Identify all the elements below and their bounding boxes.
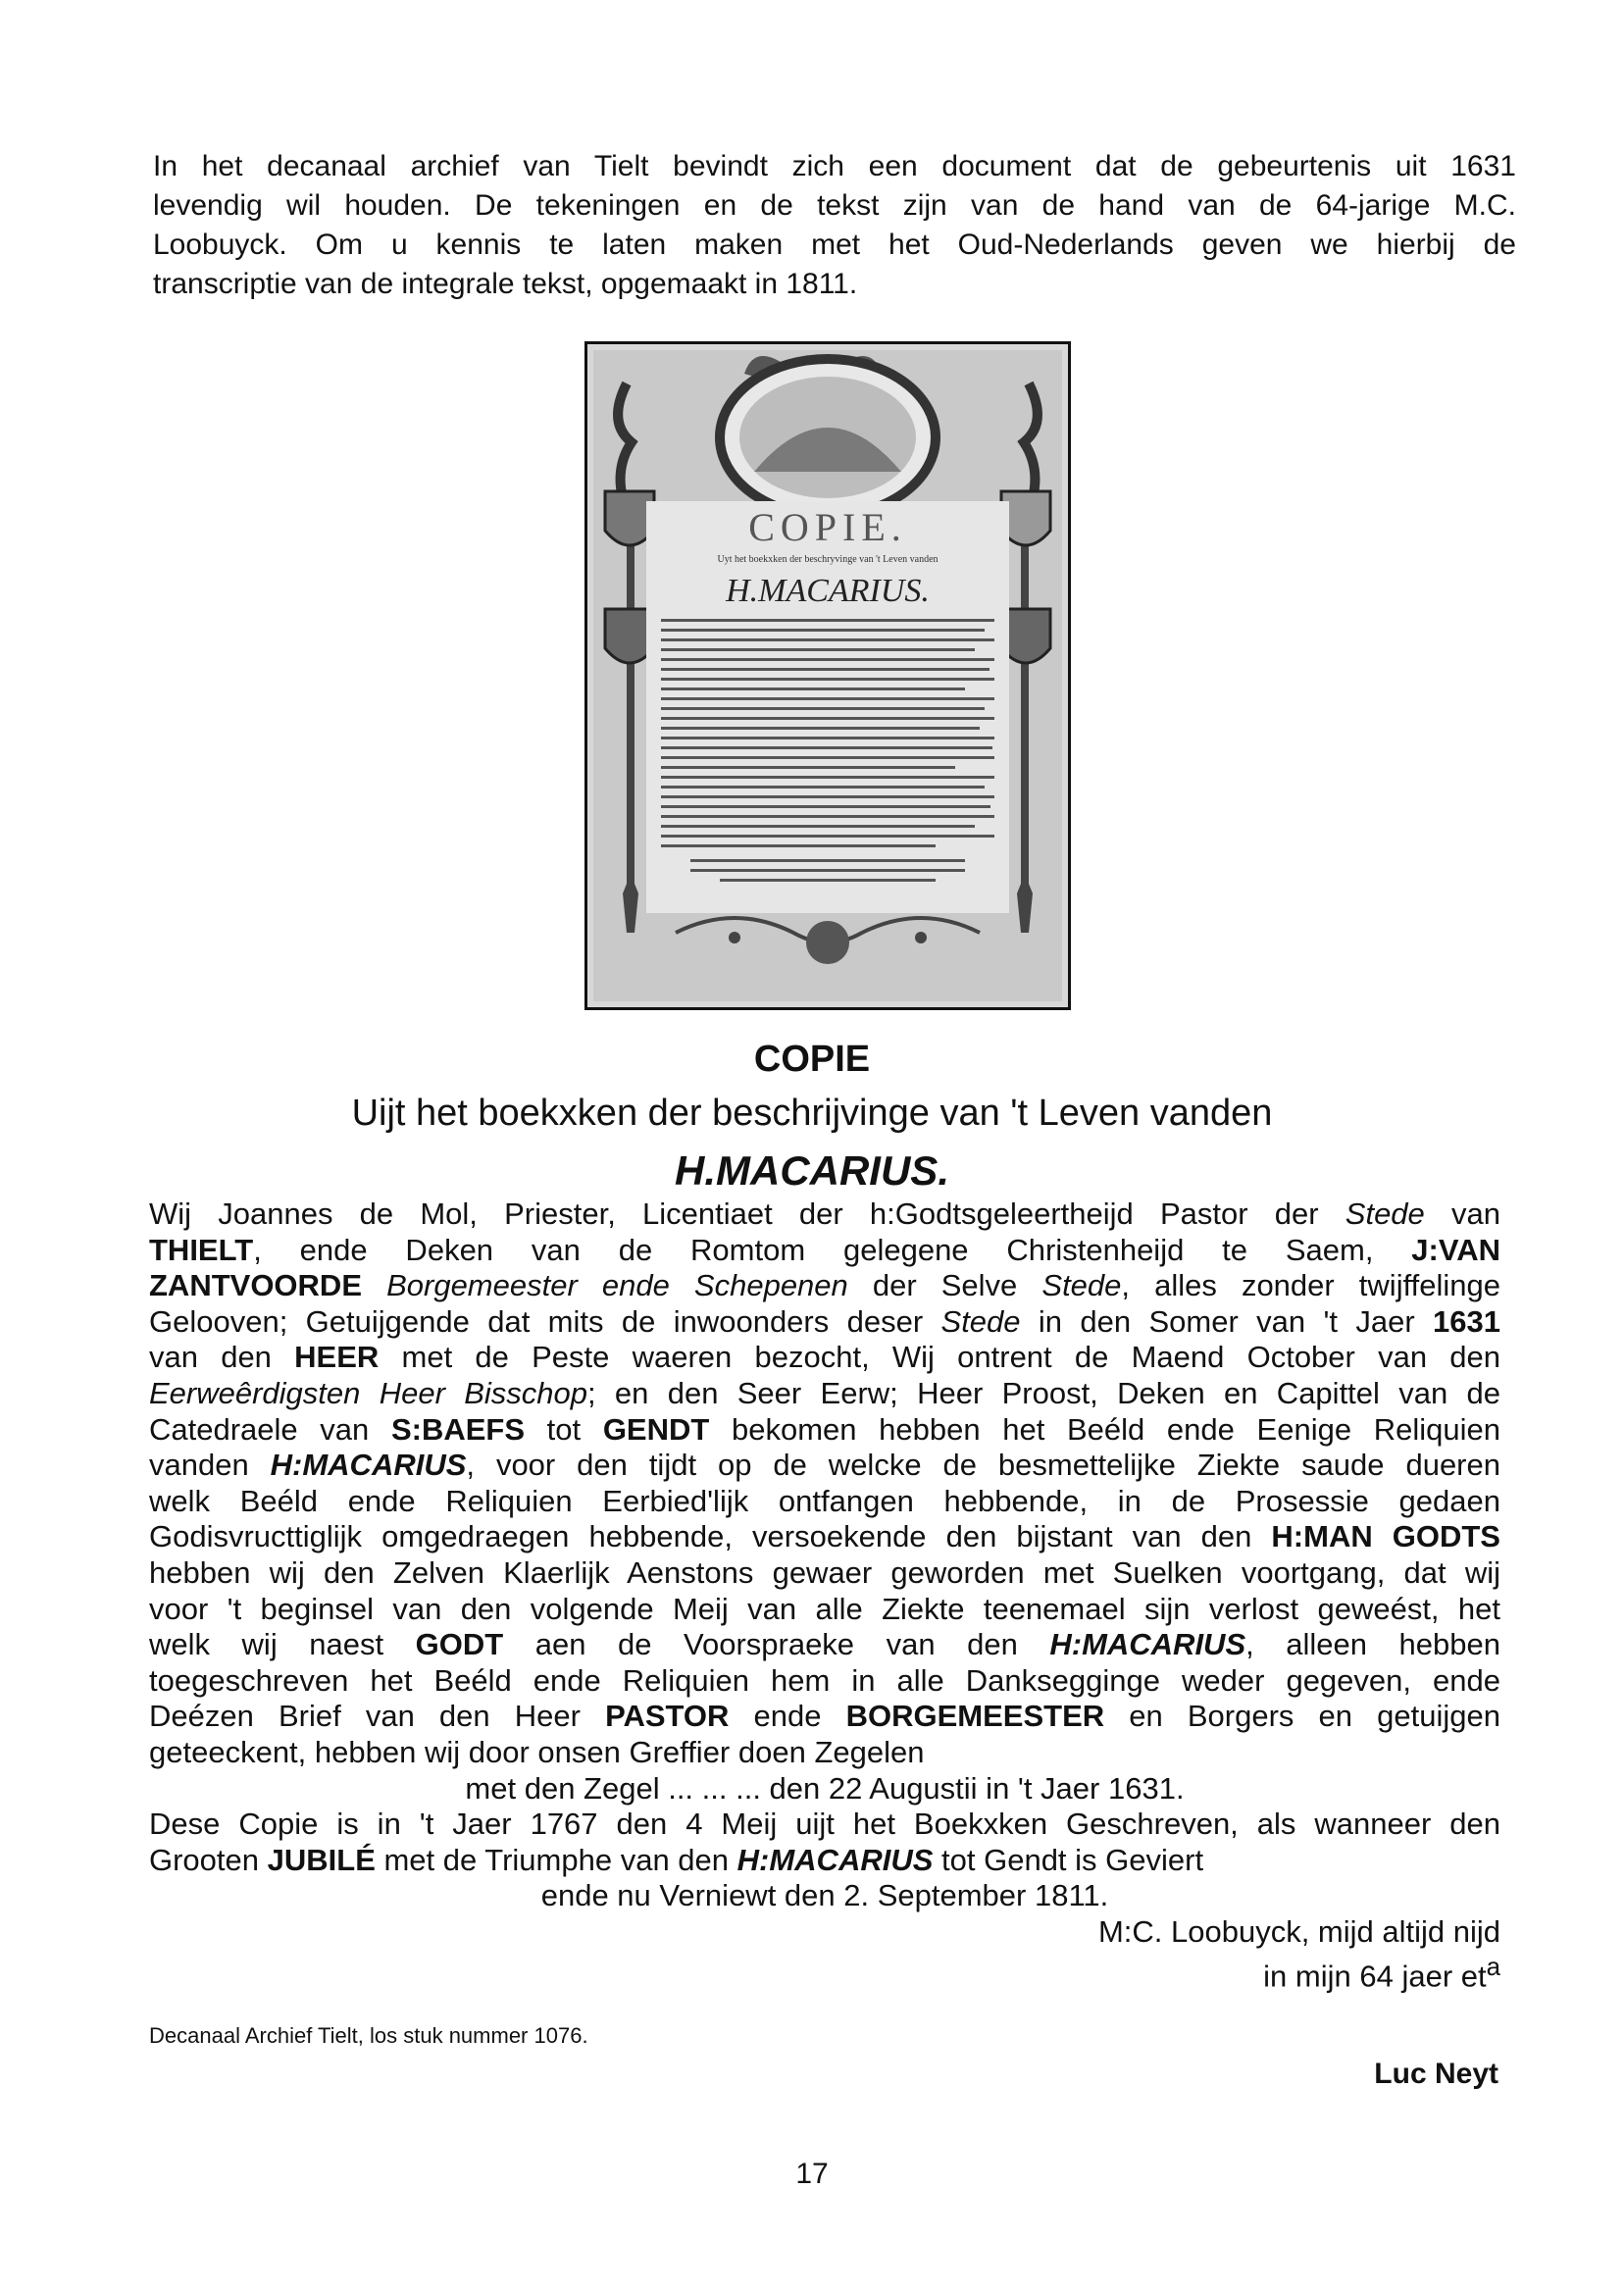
transcript-subtitle: Uijt het boekxken der beschrijvinge van 't Leven vanden (351, 1093, 1273, 1134)
intro-paragraph (153, 147, 1516, 304)
transcript-signature: M:C. Loobuyck, mijd altijd nijd (1097, 1913, 1500, 1949)
transcript-line: Wij Joannes de Mol, Priester, Licentiaet der h:Godtsgeleertheijd Pastor der Stede van (149, 1196, 1500, 1231)
transcript-line: Eerweêrdigsten Heer Bisschop; en den Seer Eerw; Heer Proost, Deken en Capittel van de (149, 1375, 1500, 1410)
transcript-line: geteeckent, hebben wij door onsen Greffier doen Zegelen (149, 1734, 925, 1769)
transcript-line: voor 't beginsel van den volgende Meij van alle Ziekte teenemael sijn verlost geweést, het (149, 1591, 1500, 1626)
transcript-line: ZANTVOORDE Borgemeester ende Schepenen der Selve Stede, alles zonder twijffelinge (149, 1268, 1500, 1303)
figure-subtitle: Uyt het boekxken der beschryvinge van 't Leven vanden (717, 554, 939, 565)
transcript-line: THIELT, ende Deken van de Romtom gelegene Christenheijd te Saem, J:VAN (149, 1232, 1500, 1267)
transcript-line: Deézen Brief van den Heer PASTOR ende BORGEMEESTER en Borgers en getuijgen (149, 1699, 1500, 1734)
transcript-line: Dese Copie is in 't Jaer 1767 den 4 Meij uijt het Boekxken Geschreven, als wanneer den (149, 1807, 1500, 1842)
transcript-line: ende nu Verniewt den 2. September 1811. (540, 1878, 1109, 1913)
footnote: Decanaal Archief Tielt, los stuk nummer 1076. (149, 2023, 588, 2048)
transcript-line: Gelooven; Getuijgende dat mits de inwoonders deser Stede in den Somer van 't Jaer 1631 (149, 1303, 1500, 1339)
transcript-line: Godisvructtiglijk omgedraegen hebbende, versoekende den bijstant van den H:MAN GODTS (149, 1519, 1500, 1554)
transcript-saint: H.MACARIUS. (675, 1147, 949, 1194)
intro-line: Loobuyck. Om u kennis te laten maken met het Oud-Nederlands geven we hierbij de (153, 229, 1516, 261)
transcript-line: hebben wij den Zelven Klaerlijk Aenstons gewaer geworden met Suelken voortgang, dat wij (149, 1554, 1500, 1590)
transcript-signature: in mijn 64 jaer $et^a$ (1263, 1954, 1500, 1994)
intro-line: In het decanaal archief van Tielt bevindt zich een document dat de gebeurtenis uit 1631 (153, 150, 1516, 182)
author: Luc Neyt (1374, 2058, 1498, 2090)
transcript-line: vanden H:MACARIUS, voor den tijdt op de welcke de besmettelijke Ziekte saude dueren (149, 1448, 1500, 1483)
transcript-line: Catedraele van S:BAEFS tot GENDT bekomen hebben het Beéld ende Eenige Reliquien (149, 1411, 1500, 1447)
transcript-line: Grooten JUBILÉ met de Triumphe van den H:MACARIUS tot Gendt is Geviert (149, 1842, 1204, 1877)
transcript-line: van den HEER met de Peste waeren bezocht, Wij ontrent de Maend October van den (149, 1340, 1501, 1375)
figure-title: COPIE. (748, 505, 907, 549)
intro-line: levendig wil houden. De tekeningen en de tekst zijn van de hand van de 64-jarige M.C. (153, 189, 1516, 222)
transcript-line: toegeschreven het Beéld ende Reliquien hem in alle Danksegginge weder gegeven, ende (149, 1662, 1500, 1698)
transcript-title: COPIE (753, 1039, 871, 1080)
transcript-line: met den Zegel ... ... ... den 22 Augustii in 't Jaer 1631. (465, 1770, 1185, 1806)
intro-line: transcriptie van de integrale tekst, opgemaakt in 1811. (153, 268, 858, 300)
figure-saint: H.MACARIUS. (726, 573, 930, 609)
transcript-line: welk wij naest GODT aen de Voorspraeke van den H:MACARIUS, alleen hebben (149, 1627, 1500, 1662)
document-photo (584, 341, 1071, 1010)
transcript-body (149, 1196, 1500, 1995)
transcript-line: welk Beéld ende Reliquien Eerbied'lijk ontfangen hebbende, in de Prosessie gedaen (149, 1483, 1500, 1518)
page-number: 17 (795, 2158, 829, 2190)
